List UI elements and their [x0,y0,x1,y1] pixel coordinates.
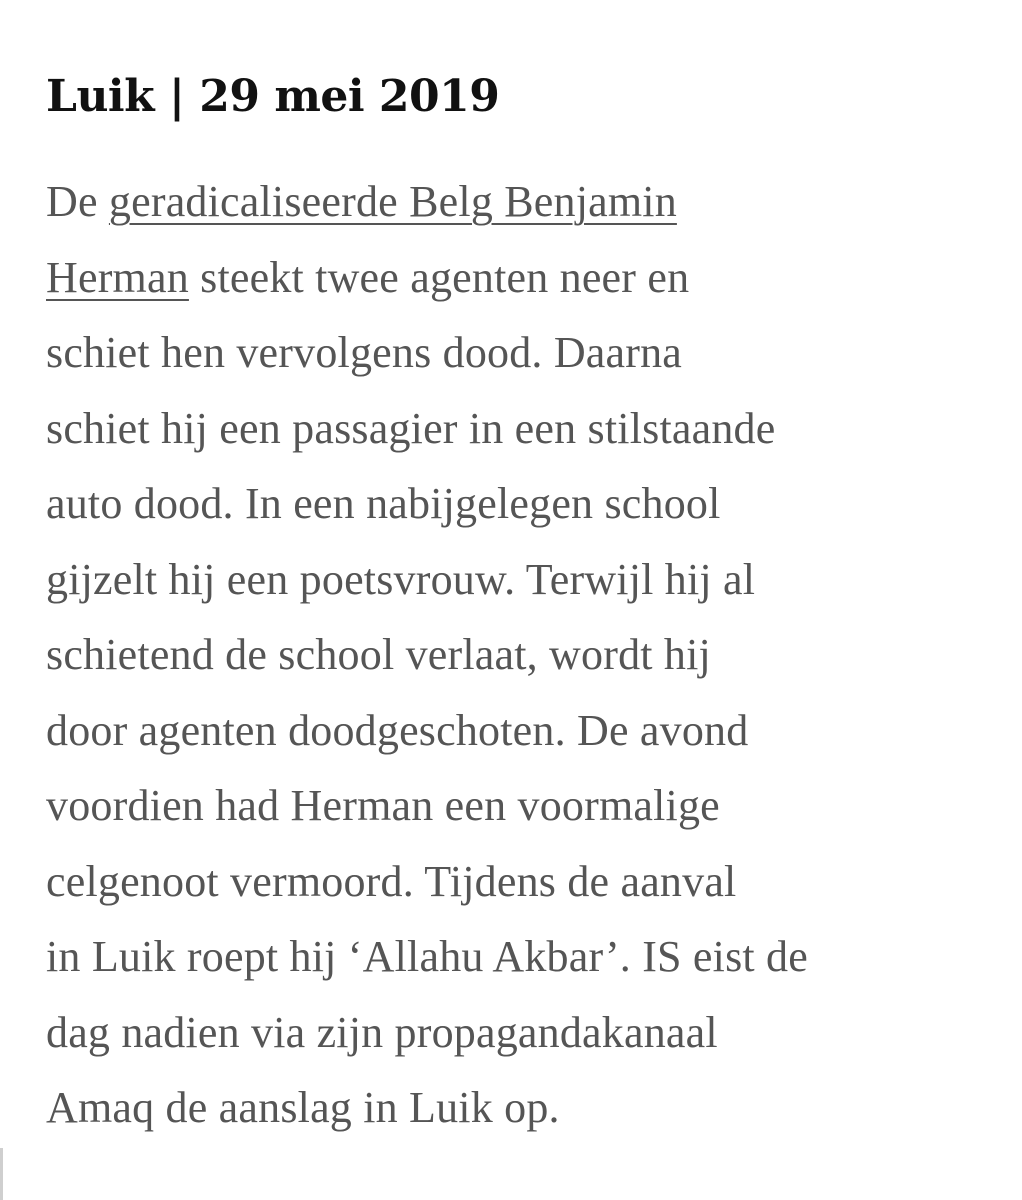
paragraph-line: dag nadien via zijn propagandakanaal [46,1007,718,1057]
benjamin-herman-link[interactable]: geradicaliseerde Belg Benjamin [108,177,677,226]
paragraph-line: Amaq de aanslag in Luik op. [46,1083,560,1132]
paragraph-line: celgenoot vermoord. Tijdens de aanval [46,856,737,906]
paragraph-line: schiet hij een passagier in een stilstaande [46,403,776,453]
benjamin-herman-link-continued[interactable]: Herman [46,252,189,302]
article-paragraph [46,164,986,1146]
paragraph-line: gijzelt hij een poetsvrouw. Terwijl hij al [46,554,756,604]
paragraph-line: voordien had Herman een voormalige [46,781,720,830]
paragraph-line: schiet hen vervolgens dood. Daarna [46,328,683,377]
line-text: De [46,177,109,226]
paragraph-line: auto dood. In een nabijgelegen school [46,479,721,528]
left-edge-divider [0,1148,3,1200]
paragraph-line: in Luik roept hij ‘Allahu Akbar’. IS eist de [46,932,808,981]
paragraph-line [46,164,986,240]
paragraph-line: schietend de school verlaat, wordt hij [46,630,711,679]
paragraph-line: door agenten doodgeschoten. De avond [46,705,749,755]
article-heading: Luik | 29 mei 2019 [46,71,500,122]
line-text: steekt twee agenten neer en [188,252,690,302]
article [46,62,986,1146]
paragraph-line [46,240,986,316]
